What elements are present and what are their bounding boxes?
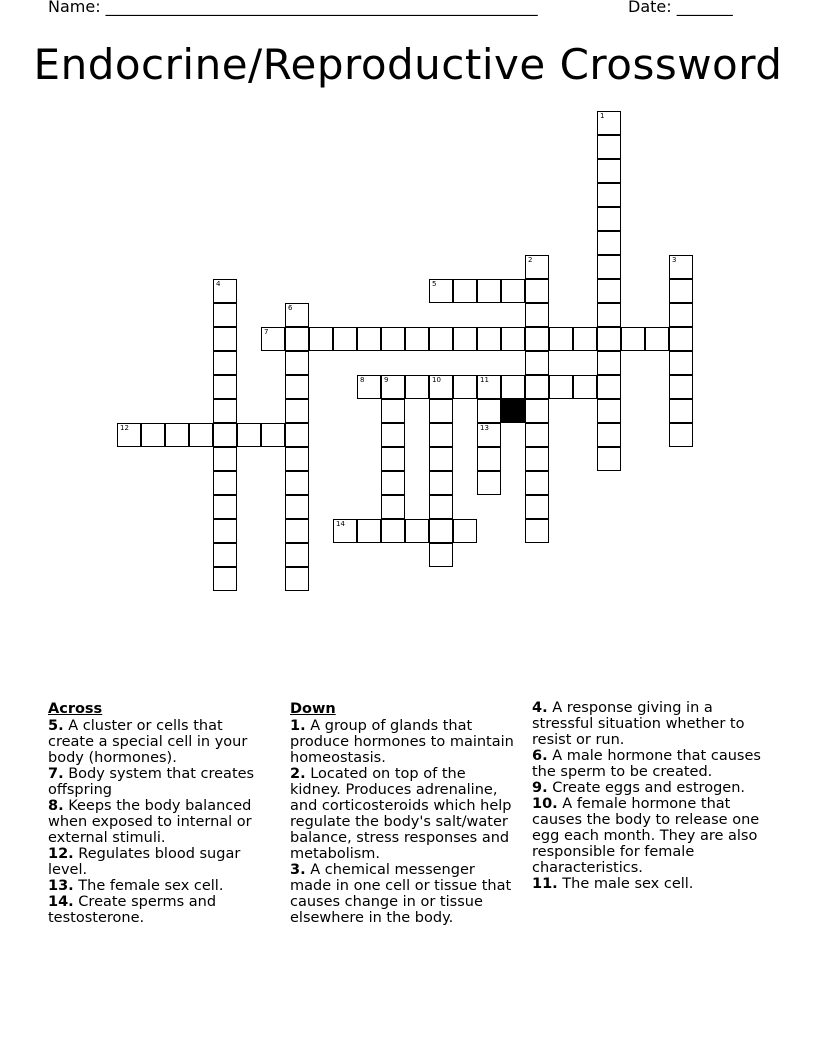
clue-number: 9 xyxy=(384,376,389,384)
grid-cell[interactable] xyxy=(429,447,453,471)
grid-cell[interactable] xyxy=(621,327,645,351)
grid-cell[interactable] xyxy=(357,375,381,399)
grid-cell[interactable] xyxy=(597,135,621,159)
grid-cell[interactable] xyxy=(405,375,429,399)
clue-number: 6. xyxy=(532,748,548,764)
grid-cell[interactable] xyxy=(213,423,237,447)
across-clues xyxy=(48,700,273,926)
grid-cell[interactable] xyxy=(597,111,621,135)
grid-cell[interactable] xyxy=(285,543,309,567)
clue-text: Create sperms and testosterone. xyxy=(48,894,217,926)
grid-cell[interactable] xyxy=(477,327,501,351)
date-field[interactable]: Date: _______ xyxy=(628,0,733,16)
clue-text: A group of glands that produce hormones to maintain homeostasis. xyxy=(290,718,514,766)
grid-cell[interactable] xyxy=(285,447,309,471)
grid-cell[interactable] xyxy=(477,279,501,303)
clue-text: A male hormone that causes the sperm to be created. xyxy=(532,748,761,780)
grid-cell[interactable] xyxy=(525,327,549,351)
grid-cell[interactable] xyxy=(525,471,549,495)
grid-cell[interactable] xyxy=(477,375,501,399)
grid-cell[interactable] xyxy=(525,255,549,279)
grid-cell[interactable] xyxy=(429,279,453,303)
clue-number: 13. xyxy=(48,878,74,894)
grid-cell[interactable] xyxy=(477,399,501,423)
grid-cell[interactable] xyxy=(429,543,453,567)
grid-cell[interactable] xyxy=(285,567,309,591)
grid-cell[interactable] xyxy=(405,519,429,543)
grid-cell[interactable] xyxy=(597,447,621,471)
grid-cell[interactable] xyxy=(501,375,525,399)
across-clue xyxy=(48,878,273,894)
grid-cell[interactable] xyxy=(213,279,237,303)
grid-cell[interactable] xyxy=(429,327,453,351)
down-clue xyxy=(532,876,767,892)
across-heading: Across xyxy=(48,701,103,717)
down-clue xyxy=(532,796,767,876)
grid-cell[interactable] xyxy=(285,303,309,327)
grid-cell[interactable] xyxy=(669,399,693,423)
grid-cell[interactable] xyxy=(597,255,621,279)
grid-cell[interactable] xyxy=(213,567,237,591)
clue-text: A response giving in a stressful situation whether to resist or run. xyxy=(532,700,745,748)
clue-text: Keeps the body balanced when exposed to internal or external stimuli. xyxy=(48,798,252,846)
clue-number: 7. xyxy=(48,766,64,782)
grid-cell[interactable] xyxy=(597,159,621,183)
grid-cell[interactable] xyxy=(597,231,621,255)
grid-cell[interactable] xyxy=(381,471,405,495)
across-clue xyxy=(48,766,273,798)
grid-cell[interactable] xyxy=(669,375,693,399)
grid-cell[interactable] xyxy=(285,495,309,519)
grid-cell[interactable] xyxy=(597,327,621,351)
grid-cell[interactable] xyxy=(669,303,693,327)
down-clue xyxy=(532,780,767,796)
grid-cell[interactable] xyxy=(669,327,693,351)
clue-number: 9. xyxy=(532,780,548,796)
grid-cell[interactable] xyxy=(429,375,453,399)
grid-cell[interactable] xyxy=(309,327,333,351)
grid-cell[interactable] xyxy=(597,183,621,207)
grid-cell[interactable] xyxy=(261,423,285,447)
clue-number: 12. xyxy=(48,846,74,862)
clue-number: 11 xyxy=(480,376,489,384)
clue-text: A female hormone that causes the body to release one egg each month. They are also responsible for female characteristics. xyxy=(532,796,760,876)
grid-cell[interactable] xyxy=(285,375,309,399)
clue-number: 8 xyxy=(360,376,365,384)
clue-number: 5. xyxy=(48,718,64,734)
grid-cell[interactable] xyxy=(333,327,357,351)
grid-cell[interactable] xyxy=(213,543,237,567)
clue-number: 7 xyxy=(264,328,269,336)
clue-number: 1 xyxy=(600,112,605,120)
clue-number: 6 xyxy=(288,304,293,312)
grid-cell[interactable] xyxy=(381,399,405,423)
grid-cell[interactable] xyxy=(525,375,549,399)
grid-cell[interactable] xyxy=(357,519,381,543)
clue-text: Regulates blood sugar level. xyxy=(48,846,241,878)
grid-cell[interactable] xyxy=(597,423,621,447)
clue-text: A cluster or cells that create a special cell in your body (hormones). xyxy=(48,718,248,766)
clue-number: 3 xyxy=(672,256,677,264)
across-clue xyxy=(48,798,273,846)
down-heading: Down xyxy=(290,701,336,717)
grid-cell[interactable] xyxy=(285,399,309,423)
grid-cell[interactable] xyxy=(453,279,477,303)
grid-cell[interactable] xyxy=(381,423,405,447)
grid-cell[interactable] xyxy=(429,519,453,543)
down-clues xyxy=(290,700,520,926)
grid-cell[interactable] xyxy=(597,351,621,375)
clue-number: 11. xyxy=(532,876,558,892)
grid-cell[interactable] xyxy=(333,519,357,543)
clue-number: 4. xyxy=(532,700,548,716)
grid-cell[interactable] xyxy=(213,375,237,399)
grid-cell[interactable] xyxy=(597,375,621,399)
clue-number: 13 xyxy=(480,424,489,432)
grid-cell[interactable] xyxy=(429,423,453,447)
grid-cell[interactable] xyxy=(213,447,237,471)
across-clue xyxy=(48,718,273,766)
grid-cell[interactable] xyxy=(525,519,549,543)
down-clue xyxy=(290,766,520,862)
clue-number: 14 xyxy=(336,520,345,528)
grid-cell[interactable] xyxy=(525,279,549,303)
grid-cell[interactable] xyxy=(525,423,549,447)
clue-text: Located on top of the kidney. Produces adrenaline, and corticosteroids which help regulate the body's salt/water balance, stress responses and metabolism. xyxy=(290,766,512,862)
grid-cell[interactable] xyxy=(213,519,237,543)
grid-cell[interactable] xyxy=(141,423,165,447)
grid-cell[interactable] xyxy=(597,207,621,231)
clue-number: 12 xyxy=(120,424,129,432)
grid-cell[interactable] xyxy=(525,447,549,471)
grid-cell[interactable] xyxy=(477,423,501,447)
clue-text: The female sex cell. xyxy=(78,878,224,894)
grid-cell[interactable] xyxy=(645,327,669,351)
grid-cell[interactable] xyxy=(501,327,525,351)
grid-cell[interactable] xyxy=(117,423,141,447)
clue-number: 3. xyxy=(290,862,306,878)
grid-cell[interactable] xyxy=(285,327,309,351)
clue-number: 2. xyxy=(290,766,306,782)
grid-cell[interactable] xyxy=(213,471,237,495)
grid-cell[interactable] xyxy=(525,399,549,423)
grid-cell[interactable] xyxy=(213,351,237,375)
grid-cell[interactable] xyxy=(453,375,477,399)
grid-cell[interactable] xyxy=(381,375,405,399)
grid-cell[interactable] xyxy=(381,327,405,351)
grid-cell[interactable] xyxy=(501,279,525,303)
clue-number: 5 xyxy=(432,280,437,288)
grid-cell[interactable] xyxy=(669,351,693,375)
down-clue xyxy=(532,700,767,748)
grid-cell[interactable] xyxy=(477,471,501,495)
clue-number: 2 xyxy=(528,256,533,264)
grid-cell[interactable] xyxy=(453,519,477,543)
clue-number: 14. xyxy=(48,894,74,910)
grid-cell[interactable] xyxy=(213,495,237,519)
grid-cell[interactable] xyxy=(597,399,621,423)
clue-text: Body system that creates offspring xyxy=(48,766,255,798)
grid-cell[interactable] xyxy=(285,471,309,495)
across-clue xyxy=(48,894,273,926)
clue-number: 10 xyxy=(432,376,441,384)
grid-cell[interactable] xyxy=(453,327,477,351)
grid-cell[interactable] xyxy=(189,423,213,447)
grid-cell[interactable] xyxy=(285,519,309,543)
grid-cell[interactable] xyxy=(525,303,549,327)
clue-text: Create eggs and estrogen. xyxy=(552,780,745,796)
clue-number: 8. xyxy=(48,798,64,814)
grid-cell[interactable] xyxy=(357,327,381,351)
grid-cell[interactable] xyxy=(381,519,405,543)
grid-cell[interactable] xyxy=(213,303,237,327)
grid-cell[interactable] xyxy=(213,327,237,351)
grid-cell[interactable] xyxy=(477,447,501,471)
grid-cell[interactable] xyxy=(429,399,453,423)
clue-number: 1. xyxy=(290,718,306,734)
grid-cell[interactable] xyxy=(597,279,621,303)
grid-cell[interactable] xyxy=(261,327,285,351)
grid-cell[interactable] xyxy=(285,423,309,447)
down-clues-continued xyxy=(532,700,767,892)
grid-cell[interactable] xyxy=(285,351,309,375)
black-cell xyxy=(501,399,525,423)
clue-number: 10. xyxy=(532,796,558,812)
grid-cell[interactable] xyxy=(549,327,573,351)
grid-cell[interactable] xyxy=(597,303,621,327)
grid-cell[interactable] xyxy=(381,447,405,471)
grid-cell[interactable] xyxy=(669,255,693,279)
grid-cell[interactable] xyxy=(429,471,453,495)
grid-cell[interactable] xyxy=(381,495,405,519)
grid-cell[interactable] xyxy=(573,327,597,351)
clue-number: 4 xyxy=(216,280,221,288)
grid-cell[interactable] xyxy=(213,399,237,423)
grid-cell[interactable] xyxy=(669,423,693,447)
grid-cell[interactable] xyxy=(429,495,453,519)
page-title: Endocrine/Reproductive Crossword xyxy=(33,40,783,89)
name-field[interactable]: Name: ______________________________________________________ xyxy=(48,0,538,16)
down-clue xyxy=(290,862,520,926)
grid-cell[interactable] xyxy=(525,351,549,375)
clue-text: A chemical messenger made in one cell or tissue that causes change in or tissue elsewhere in the body. xyxy=(290,862,512,926)
clue-text: The male sex cell. xyxy=(562,876,694,892)
grid-cell[interactable] xyxy=(165,423,189,447)
grid-cell[interactable] xyxy=(405,327,429,351)
across-clue xyxy=(48,846,273,878)
grid-cell[interactable] xyxy=(573,375,597,399)
grid-cell[interactable] xyxy=(549,375,573,399)
down-clue xyxy=(532,748,767,780)
grid-cell[interactable] xyxy=(669,279,693,303)
grid-cell[interactable] xyxy=(525,495,549,519)
grid-cell[interactable] xyxy=(237,423,261,447)
down-clue xyxy=(290,718,520,766)
